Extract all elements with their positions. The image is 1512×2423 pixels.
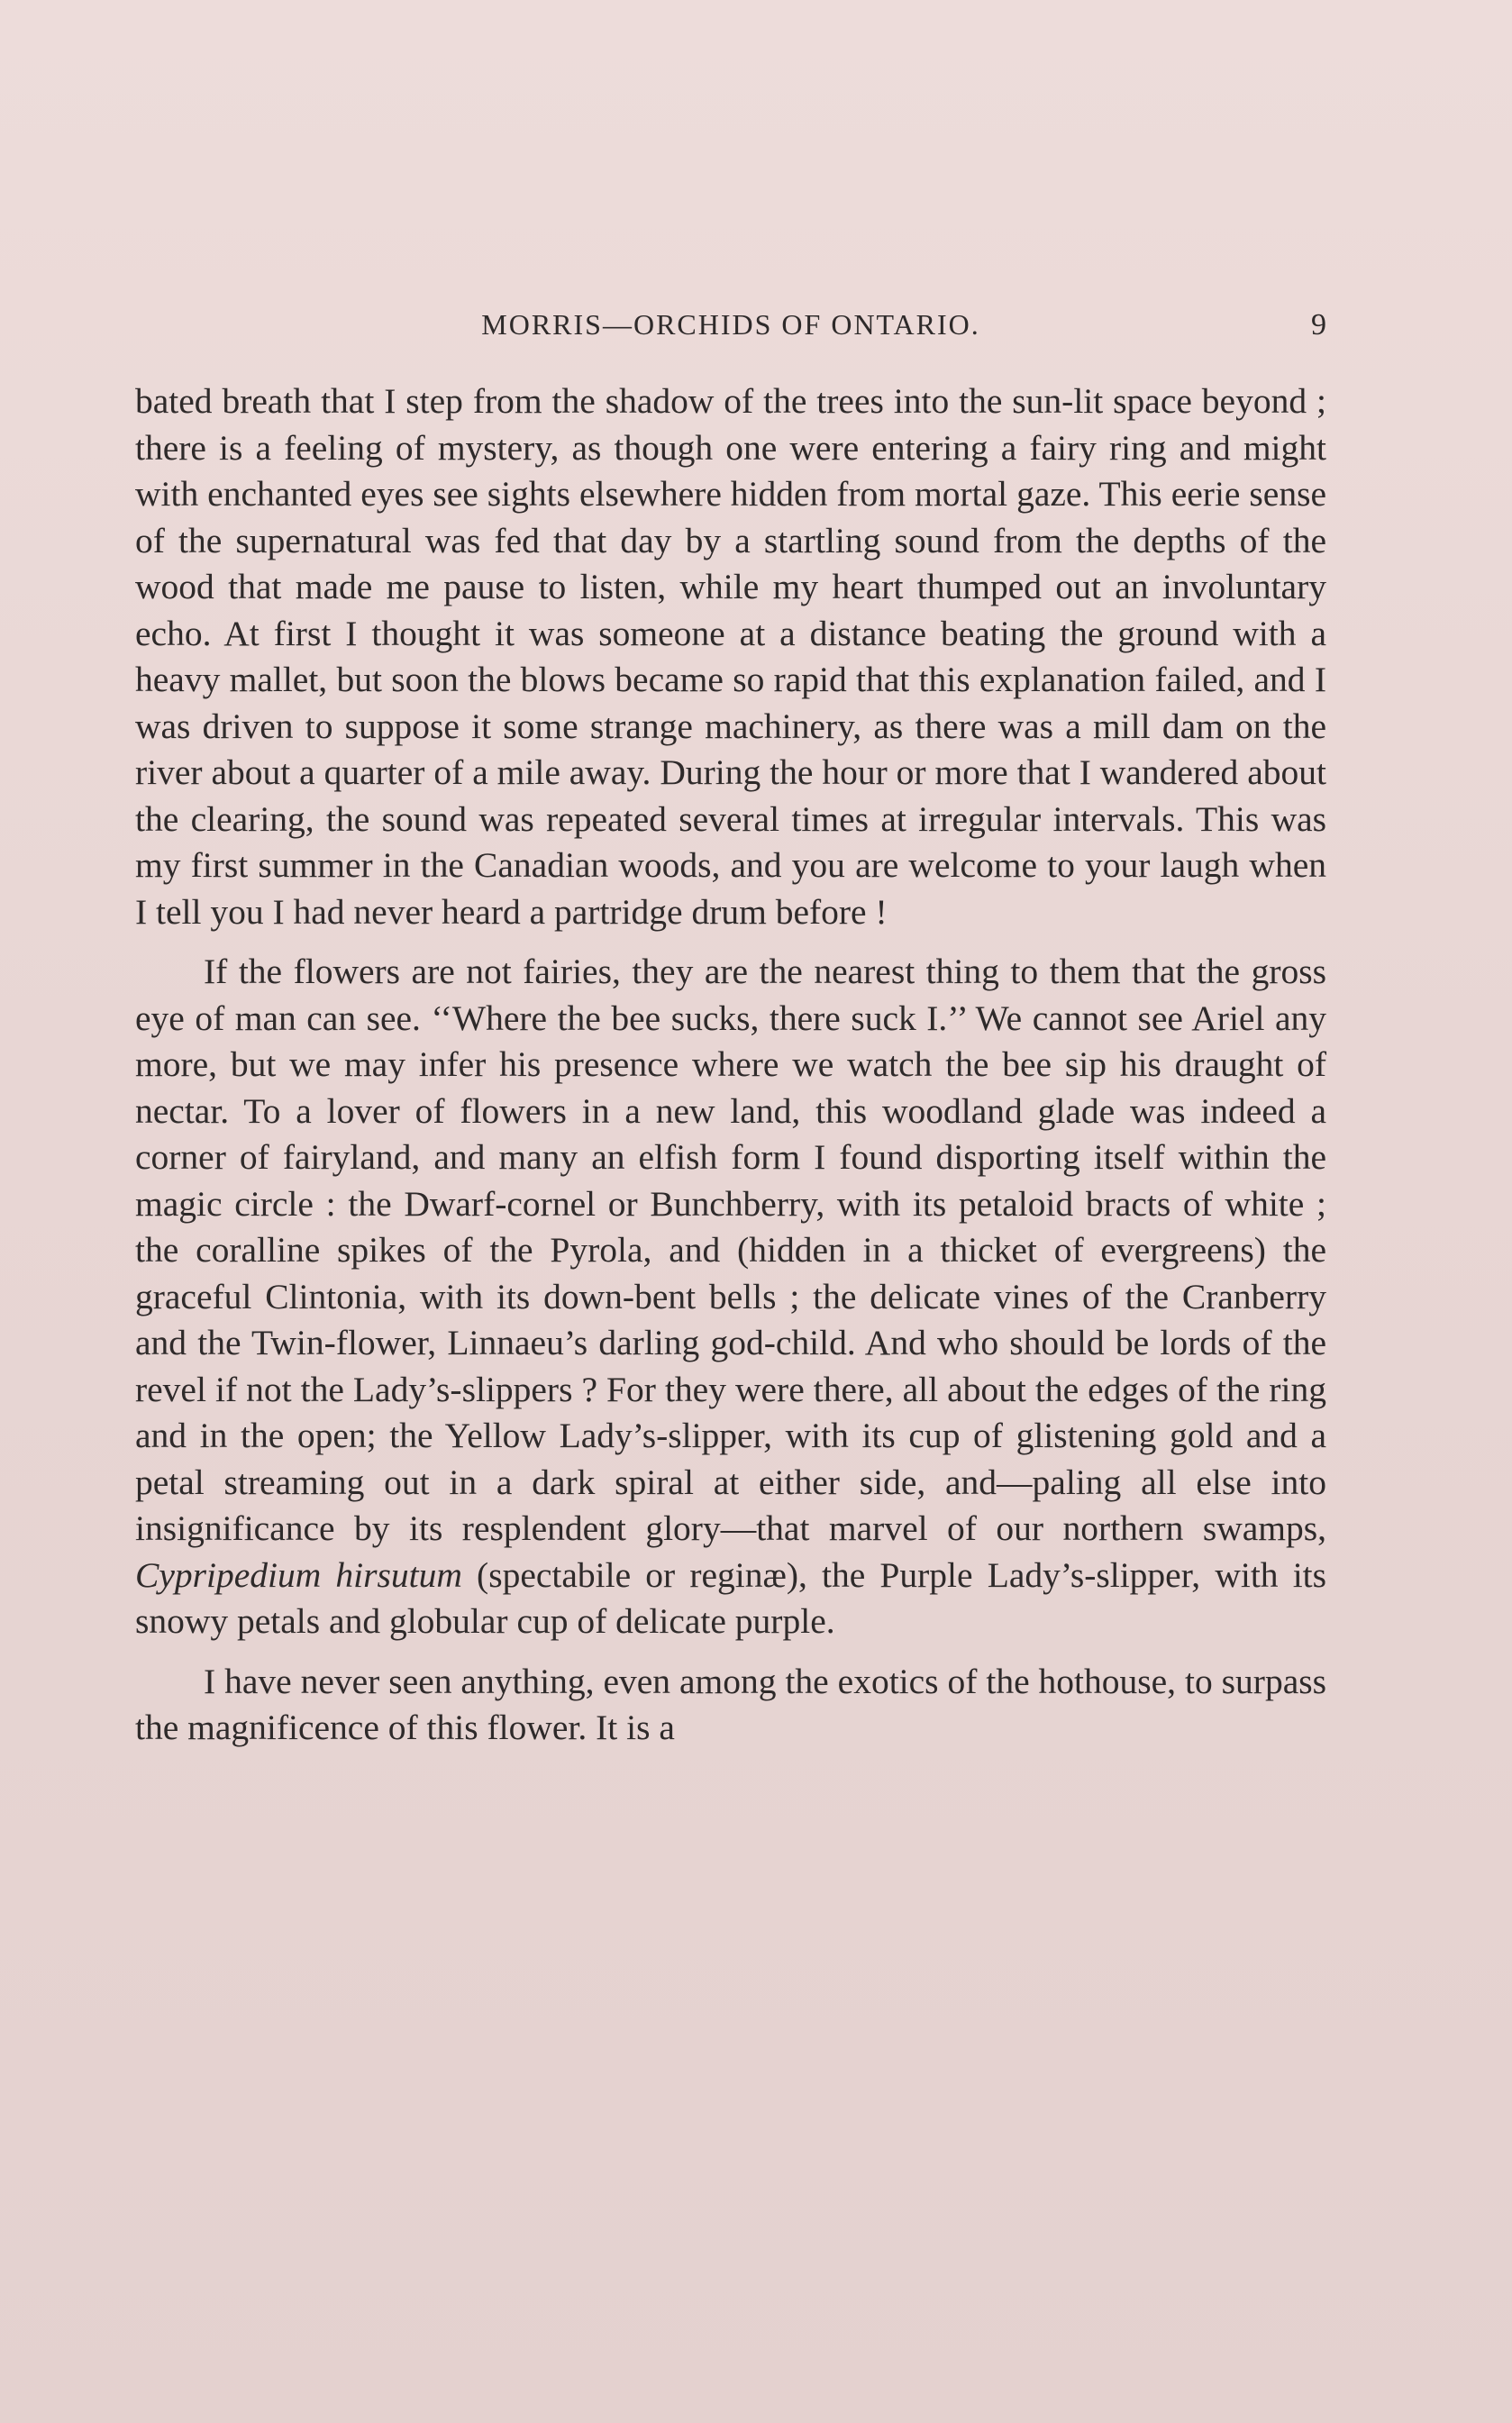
page-header — [135, 305, 1326, 348]
paragraph-2-species-name: Cypripedium hirsutum — [135, 1554, 462, 1595]
paragraph-3: I have never seen anything, even among the exotics of the hothouse, to surpass the magnificence of this flower. It is a — [135, 1661, 1326, 1747]
page-number: 9 — [1311, 308, 1326, 342]
paragraph-2-text-after: (spectabile or reginæ), the Purple Lady’s-slipper, with its snowy petals and globular cup of delicate purple. — [135, 1554, 1327, 1641]
paragraph-2-text-before: If the flowers are not fairies, they are the nearest thing to them that the gross eye of man can see. ‘‘Where the bee sucks, there suck I.’’ We cannot see Ariel any more, but we may infer his presence where we watch the bee sip his draught of nectar. To a lover of flowers in a new land, this woodland glade was indeed a corner of fairyland, and many an elfish form I found disporting itself within the magic circle : the Dwarf-cornel or Bunchberry, with its petaloid bracts of white ; the coralline spikes of the Pyrola, and (hidden in a thicket of evergreens) the graceful Clintonia, with its down-bent bells ; the delicate vines of the Cranberry and the Twin-flower, Linnaeu’s darling god-child. And who should be lords of the revel if not the Lady’s-slippers ? For they were there, all about the edges of the ring and in the open; the Yellow Lady’s-slipper, with its cup of glistening gold and a petal streaming out in a dark spiral at either side, and—paling all else into insignificance by its resplendent glory—that marvel of our northern swamps, — [135, 952, 1326, 1548]
paragraph-2 — [135, 949, 1326, 1645]
body-text — [135, 378, 1326, 1765]
paragraph-1: bated breath that I step from the shadow of the trees into the sun-lit space beyond ; there is a feeling of mystery, as though one were entering a fairy ring and might with enchanted eyes see sights elsewhere hidden from mortal gaze. This eerie sense of the supernatural was fed that day by a startling sound from the depths of the wood that made me pause to listen, while my heart thumped out an involuntary echo. At first I thought it was someone at a distance beating the ground with a heavy mallet, but soon the blows became so rapid that this explanation failed, and I was driven to suppose it some strange machinery, as there was a mill dam on the river about a quarter of a mile away. During the hour or more that I wandered about the clearing, the sound was repeated several times at irregular intervals. This was my first summer in the Canadian woods, and you are welcome to your laugh when I tell you I had never heard a partridge drum before ! — [135, 381, 1326, 932]
running-head: MORRIS—ORCHIDS OF ONTARIO. — [481, 308, 980, 341]
